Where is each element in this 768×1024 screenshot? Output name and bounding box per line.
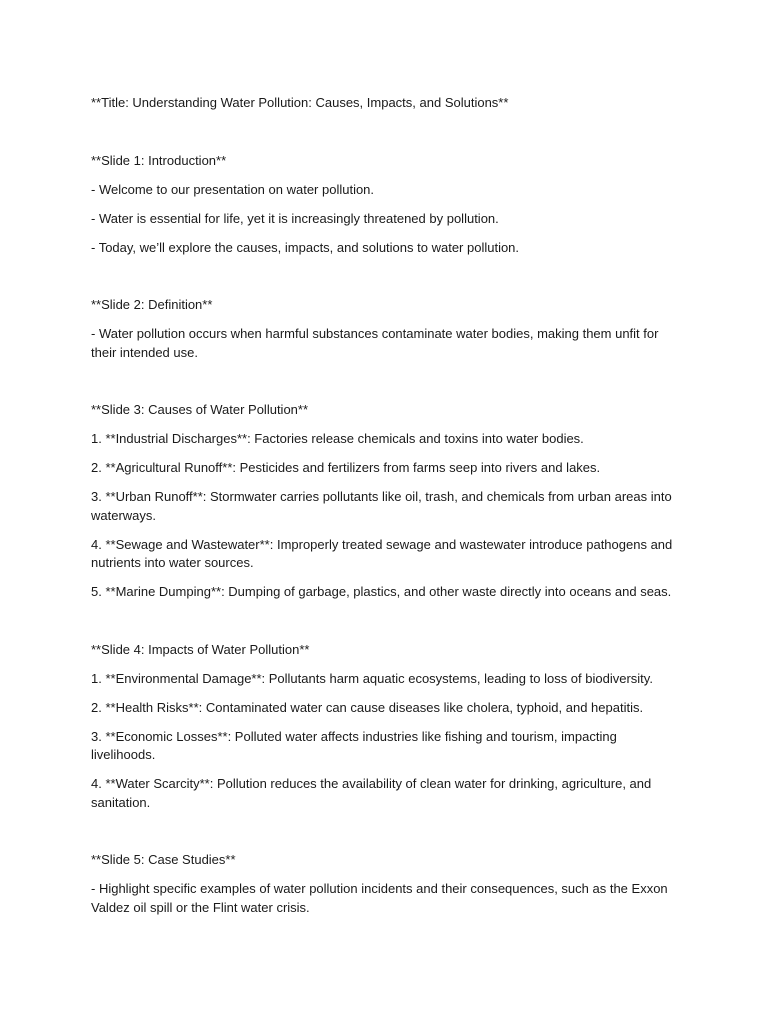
slide2-heading: **Slide 2: Definition**: [91, 297, 213, 312]
slide3-heading: **Slide 3: Causes of Water Pollution**: [91, 402, 309, 417]
slide1-line: - Welcome to our presentation on water pollution.: [91, 181, 375, 197]
slide1-heading: **Slide 1: Introduction**: [91, 152, 227, 168]
slide5-heading: **Slide 5: Case Studies**: [91, 852, 236, 867]
document-body: [91, 94, 681, 917]
slide3-line: 4. **Sewage and Wastewater**: Improperly treated sewage and wastewater introduce pathogens and nutrients into water sources.: [91, 536, 676, 570]
slide5-line: - Highlight specific examples of water pollution incidents and their consequences, such as the Exxon Valdez oil spill or the Flint water crisis.: [91, 881, 672, 915]
slide4-line: 4. **Water Scarcity**: Pollution reduces the availability of clean water for drinking, agriculture, and sanitation.: [91, 776, 655, 810]
slide3-line: 2. **Agricultural Runoff**: Pesticides and fertilizers from farms seep into rivers and lakes.: [91, 460, 601, 475]
slide1-line: - Today, we’ll explore the causes, impacts, and solutions to water pollution.: [91, 239, 520, 255]
slide2-line: - Water pollution occurs when harmful substances contaminate water bodies, making them unfit for their intended use.: [91, 326, 663, 360]
slide4-line: 1. **Environmental Damage**: Pollutants harm aquatic ecosystems, leading to loss of biodiversity.: [91, 670, 653, 686]
slide3-line: 5. **Marine Dumping**: Dumping of garbage, plastics, and other waste directly into oceans and seas.: [91, 584, 672, 599]
slide3-line: 3. **Urban Runoff**: Stormwater carries pollutants like oil, trash, and chemicals from urban areas into waterways.: [91, 489, 676, 523]
slide1-line: - Water is essential for life, yet it is increasingly threatened by pollution.: [91, 210, 499, 226]
slide3-line: 1. **Industrial Discharges**: Factories release chemicals and toxins into water bodies.: [91, 431, 584, 446]
slide4-heading: **Slide 4: Impacts of Water Pollution**: [91, 641, 310, 657]
document-title: **Title: Understanding Water Pollution: Causes, Impacts, and Solutions**: [91, 95, 509, 110]
slide4-line: 3. **Economic Losses**: Polluted water affects industries like fishing and tourism, impacting livelihoods.: [91, 728, 621, 762]
slide4-line: 2. **Health Risks**: Contaminated water can cause diseases like cholera, typhoid, and hepatitis.: [91, 699, 644, 715]
